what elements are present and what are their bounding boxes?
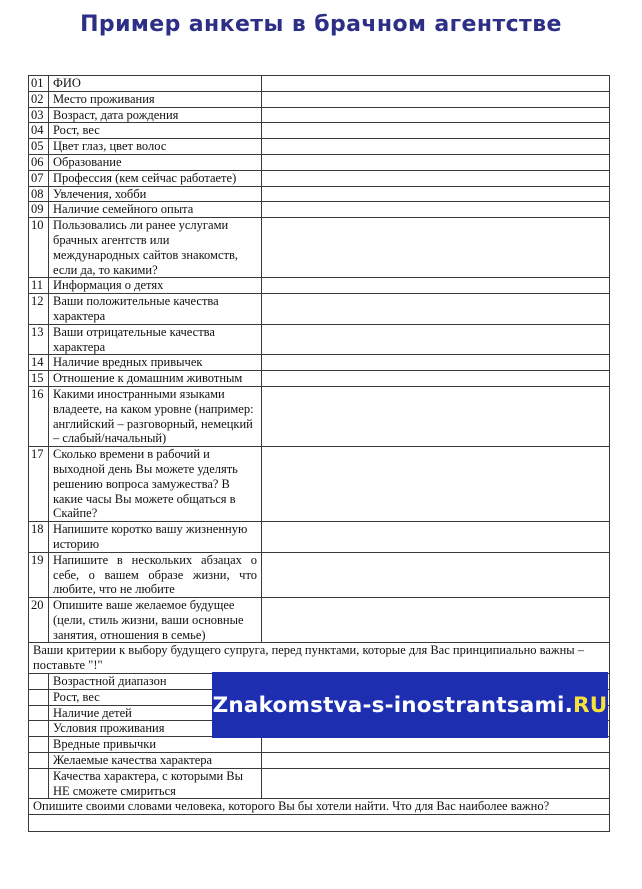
answer-cell[interactable] bbox=[262, 218, 610, 278]
criteria-label: Условия проживания bbox=[49, 721, 262, 737]
criteria-intro-row bbox=[29, 643, 610, 674]
question-number: 08 bbox=[29, 186, 49, 202]
question-row bbox=[29, 107, 610, 123]
question-text: Сколько времени в рабочий и выходной день Вы можете уделять решению вопроса замужества? В какие часы Вы можете общаться в Скайпе? bbox=[49, 447, 262, 522]
site-watermark bbox=[212, 672, 608, 738]
answer-cell[interactable] bbox=[262, 371, 610, 387]
criteria-answer-cell[interactable] bbox=[262, 768, 610, 799]
question-text: Напишите в нескольких абзацах о себе, о вашем образе жизни, что любите, что не любите bbox=[49, 552, 262, 597]
question-row bbox=[29, 294, 610, 325]
answer-cell[interactable] bbox=[262, 186, 610, 202]
answer-cell[interactable] bbox=[262, 355, 610, 371]
question-text: Наличие вредных привычек bbox=[49, 355, 262, 371]
question-text: Возраст, дата рождения bbox=[49, 107, 262, 123]
question-row bbox=[29, 170, 610, 186]
question-number: 15 bbox=[29, 371, 49, 387]
answer-cell[interactable] bbox=[262, 522, 610, 553]
question-number: 14 bbox=[29, 355, 49, 371]
answer-cell[interactable] bbox=[262, 170, 610, 186]
answer-cell[interactable] bbox=[262, 139, 610, 155]
question-text: Место проживания bbox=[49, 91, 262, 107]
question-row bbox=[29, 91, 610, 107]
question-number: 01 bbox=[29, 76, 49, 92]
final-question-row bbox=[29, 799, 610, 815]
criteria-row bbox=[29, 753, 610, 769]
answer-cell[interactable] bbox=[262, 154, 610, 170]
criteria-label: Возрастной диапазон bbox=[49, 674, 262, 690]
question-number: 07 bbox=[29, 170, 49, 186]
criteria-label: Желаемые качества характера bbox=[49, 753, 262, 769]
criteria-label: Качества характера, с которыми Вы НЕ сможете смириться bbox=[49, 768, 262, 799]
question-row bbox=[29, 202, 610, 218]
final-answer-row bbox=[29, 815, 610, 832]
answer-cell[interactable] bbox=[262, 552, 610, 597]
question-text: Пользовались ли ранее услугами брачных агентств или международных сайтов знакомств, если да, то какими? bbox=[49, 218, 262, 278]
importance-mark-cell[interactable] bbox=[29, 705, 49, 721]
answer-cell[interactable] bbox=[262, 598, 610, 643]
final-answer-cell[interactable] bbox=[29, 815, 610, 832]
question-number: 13 bbox=[29, 324, 49, 355]
answer-cell[interactable] bbox=[262, 294, 610, 325]
answer-cell[interactable] bbox=[262, 447, 610, 522]
question-text: Образование bbox=[49, 154, 262, 170]
question-text: Отношение к домашним животным bbox=[49, 371, 262, 387]
question-row bbox=[29, 552, 610, 597]
importance-mark-cell[interactable] bbox=[29, 737, 49, 753]
final-question: Опишите своими словами человека, которого Вы бы хотели найти. Что для Вас наиболее важно? bbox=[29, 799, 610, 815]
criteria-label: Наличие детей bbox=[49, 705, 262, 721]
criteria-label: Рост, вес bbox=[49, 689, 262, 705]
answer-cell[interactable] bbox=[262, 107, 610, 123]
question-text: ФИО bbox=[49, 76, 262, 92]
question-row bbox=[29, 522, 610, 553]
question-text: Напишите коротко вашу жизненную историю bbox=[49, 522, 262, 553]
question-text: Наличие семейного опыта bbox=[49, 202, 262, 218]
question-number: 20 bbox=[29, 598, 49, 643]
question-row bbox=[29, 447, 610, 522]
answer-cell[interactable] bbox=[262, 324, 610, 355]
importance-mark-cell[interactable] bbox=[29, 689, 49, 705]
question-row bbox=[29, 186, 610, 202]
importance-mark-cell[interactable] bbox=[29, 753, 49, 769]
answer-cell[interactable] bbox=[262, 91, 610, 107]
question-row bbox=[29, 386, 610, 446]
question-number: 11 bbox=[29, 278, 49, 294]
criteria-row bbox=[29, 737, 610, 753]
answer-cell[interactable] bbox=[262, 278, 610, 294]
question-text: Ваши положительные качества характера bbox=[49, 294, 262, 325]
question-text: Ваши отрицательные качества характера bbox=[49, 324, 262, 355]
question-number: 12 bbox=[29, 294, 49, 325]
question-number: 16 bbox=[29, 386, 49, 446]
question-text: Информация о детях bbox=[49, 278, 262, 294]
answer-cell[interactable] bbox=[262, 202, 610, 218]
importance-mark-cell[interactable] bbox=[29, 674, 49, 690]
page-title: Пример анкеты в брачном агентстве bbox=[80, 12, 562, 37]
question-number: 03 bbox=[29, 107, 49, 123]
question-number: 10 bbox=[29, 218, 49, 278]
question-text: Рост, вес bbox=[49, 123, 262, 139]
question-row bbox=[29, 278, 610, 294]
question-text: Профессия (кем сейчас работаете) bbox=[49, 170, 262, 186]
answer-cell[interactable] bbox=[262, 123, 610, 139]
question-text: Увлечения, хобби bbox=[49, 186, 262, 202]
criteria-answer-cell[interactable] bbox=[262, 753, 610, 769]
criteria-label: Вредные привычки bbox=[49, 737, 262, 753]
question-text: Какими иностранными языками владеете, на каком уровне (например: английский – разговорный, немецкий – слабый/начальный) bbox=[49, 386, 262, 446]
watermark-suffix: RU bbox=[572, 692, 608, 718]
question-number: 09 bbox=[29, 202, 49, 218]
watermark-text: Znakomstva-s-inostrantsami. bbox=[212, 692, 573, 718]
question-number: 05 bbox=[29, 139, 49, 155]
question-row bbox=[29, 355, 610, 371]
criteria-answer-cell[interactable] bbox=[262, 737, 610, 753]
question-number: 02 bbox=[29, 91, 49, 107]
importance-mark-cell[interactable] bbox=[29, 768, 49, 799]
question-row bbox=[29, 154, 610, 170]
answer-cell[interactable] bbox=[262, 76, 610, 92]
importance-mark-cell[interactable] bbox=[29, 721, 49, 737]
question-number: 06 bbox=[29, 154, 49, 170]
question-number: 04 bbox=[29, 123, 49, 139]
question-text: Опишите ваше желаемое будущее (цели, стиль жизни, ваши основные занятия, отношения в семье) bbox=[49, 598, 262, 643]
question-row bbox=[29, 598, 610, 643]
question-row bbox=[29, 371, 610, 387]
question-row bbox=[29, 123, 610, 139]
question-row bbox=[29, 139, 610, 155]
question-number: 18 bbox=[29, 522, 49, 553]
question-number: 19 bbox=[29, 552, 49, 597]
question-row bbox=[29, 324, 610, 355]
criteria-row bbox=[29, 768, 610, 799]
answer-cell[interactable] bbox=[262, 386, 610, 446]
question-number: 17 bbox=[29, 447, 49, 522]
question-row bbox=[29, 76, 610, 92]
question-row bbox=[29, 218, 610, 278]
criteria-intro: Ваши критерии к выбору будущего супруга, перед пунктами, которые для Вас принципиально важны – поставьте "!" bbox=[29, 643, 610, 674]
question-text: Цвет глаз, цвет волос bbox=[49, 139, 262, 155]
